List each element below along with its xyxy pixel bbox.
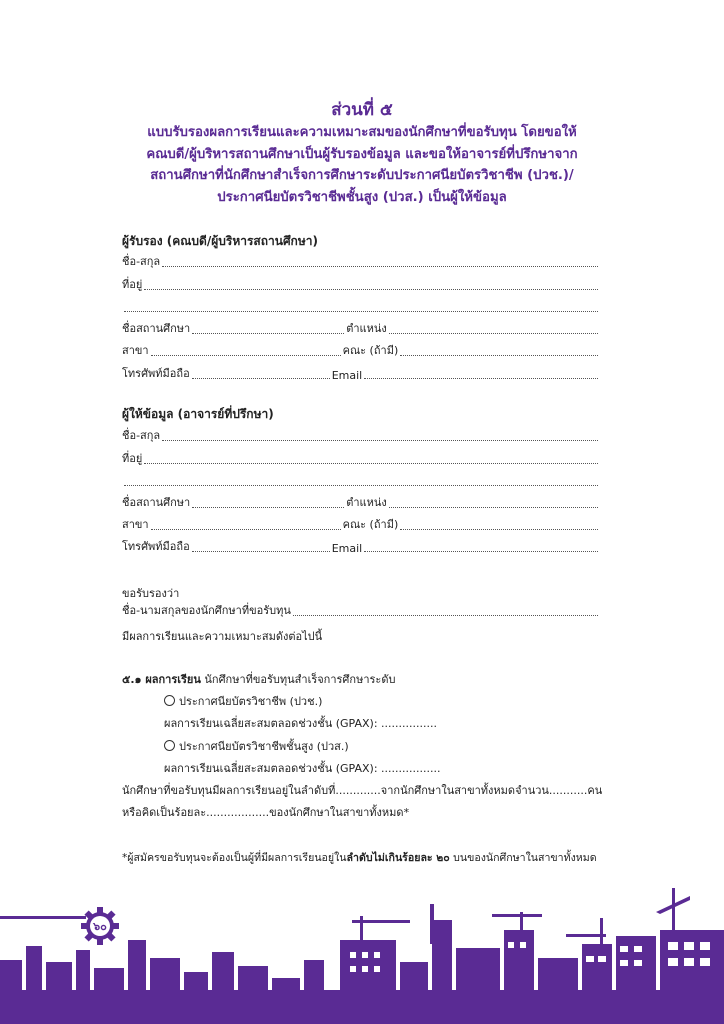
- field-label: ตำแหน่ง: [346, 322, 387, 335]
- option-label: ประกาศนียบัตรวิชาชีพชั้นสูง (ปวส.): [179, 740, 349, 753]
- footer-line: [0, 916, 86, 919]
- certify-intro: ขอรับรองว่า: [122, 587, 180, 600]
- results-heading: [122, 670, 395, 688]
- section-title: ส่วนที่ ๕: [331, 100, 393, 120]
- field-label: ที่อยู่: [122, 278, 143, 291]
- certifier-branch-field[interactable]: [122, 343, 600, 359]
- advisor-heading: ผู้ให้ข้อมูล (อาจารย์ที่ปรึกษา): [122, 407, 274, 421]
- field-label: คณะ (ถ้ามี): [342, 518, 399, 531]
- field-label: ที่อยู่: [122, 452, 143, 465]
- certifier-address-field-2[interactable]: [122, 299, 600, 315]
- field-label: ตำแหน่ง: [346, 496, 387, 509]
- certifier-name-field[interactable]: [122, 254, 600, 270]
- suitability-text: มีผลการเรียนและความเหมาะสมดังต่อไปนี้: [122, 630, 323, 643]
- field-label: ชื่อ-สกุล: [122, 429, 161, 442]
- advisor-address-field-2[interactable]: [122, 473, 600, 489]
- field-label: โทรศัพท์มือถือ: [122, 367, 190, 380]
- subtitle-line: สถานศึกษาที่นักศึกษาสำเร็จการศึกษาระดับประกาศนียบัตรวิชาชีพ (ปวช.)/: [150, 168, 574, 183]
- footnote-part: *ผู้สมัครขอรับทุนจะต้องเป็นผู้ที่มีผลการเรียนอยู่ใน: [122, 852, 347, 864]
- field-label: ชื่อสถานศึกษา: [122, 322, 191, 335]
- subtitle-line: ประกาศนียบัตรวิชาชีพชั้นสูง (ปวส.) เป็นผู้ให้ข้อมูล: [217, 189, 507, 205]
- results-heading-text: นักศึกษาที่ขอรับทุนสำเร็จการศึกษาระดับ: [204, 673, 396, 686]
- field-label: สาขา: [122, 518, 149, 531]
- field-label: ชื่อ-นามสกุลของนักศึกษาที่ขอรับทุน: [122, 604, 291, 617]
- option-label: ประกาศนียบัตรวิชาชีพ (ปวช.): [179, 695, 323, 708]
- percent-line[interactable]: หรือคิดเป็นร้อยละ..................ของนักศึกษาในสาขาทั้งหมด*: [122, 806, 410, 819]
- certifier-school-field[interactable]: [122, 321, 600, 337]
- field-label: Email: [331, 369, 363, 382]
- advisor-phone-field[interactable]: [122, 539, 600, 555]
- gpax-vocational-field[interactable]: ผลการเรียนเฉลี่ยสะสมตลอดช่วงชั้น (GPAX): ................: [164, 717, 437, 730]
- page-number: ๖๐: [93, 920, 107, 933]
- radio-circle-icon: [164, 740, 175, 751]
- option-vocational-checkbox[interactable]: [164, 692, 322, 710]
- student-name-field[interactable]: [122, 603, 600, 619]
- footnote-part: บนของนักศึกษาในสาขาทั้งหมด: [449, 852, 597, 864]
- certifier-address-field[interactable]: [122, 277, 600, 293]
- rank-line[interactable]: นักศึกษาที่ขอรับทุนมีผลการเรียนอยู่ในลำดับที่.............จากนักศึกษาในสาขาทั้งหมดจำนวน...........คน: [122, 784, 603, 797]
- option-high-vocational-checkbox[interactable]: [164, 737, 349, 755]
- subtitle-line: แบบรับรองผลการเรียนและความเหมาะสมของนักศึกษาที่ขอรับทุน โดยขอให้: [147, 125, 577, 140]
- subtitle-line: คณบดี/ผู้บริหารสถานศึกษาเป็นผู้รับรองข้อมูล และขอให้อาจารย์ที่ปรึกษาจาก: [146, 146, 578, 162]
- field-label: ชื่อ-สกุล: [122, 255, 161, 268]
- certifier-phone-field[interactable]: [122, 366, 600, 382]
- advisor-school-field[interactable]: [122, 495, 600, 511]
- radio-circle-icon: [164, 695, 175, 706]
- field-label: คณะ (ถ้ามี): [342, 344, 399, 357]
- field-label: ชื่อสถานศึกษา: [122, 496, 191, 509]
- advisor-name-field[interactable]: [122, 428, 600, 444]
- certifier-heading: ผู้รับรอง (คณบดี/ผู้บริหารสถานศึกษา): [122, 234, 318, 248]
- results-heading-num: ๕.๑ ผลการเรียน: [122, 673, 201, 686]
- field-label: โทรศัพท์มือถือ: [122, 540, 190, 553]
- advisor-address-field[interactable]: [122, 451, 600, 467]
- field-label: Email: [331, 542, 363, 555]
- footnote-emphasis: ลำดับไม่เกินร้อยละ ๒๐: [346, 852, 450, 864]
- field-label: สาขา: [122, 344, 149, 357]
- section-subtitle: [110, 122, 614, 208]
- advisor-branch-field[interactable]: [122, 517, 600, 533]
- gpax-high-vocational-field[interactable]: ผลการเรียนเฉลี่ยสะสมตลอดช่วงชั้น (GPAX): .................: [164, 762, 441, 775]
